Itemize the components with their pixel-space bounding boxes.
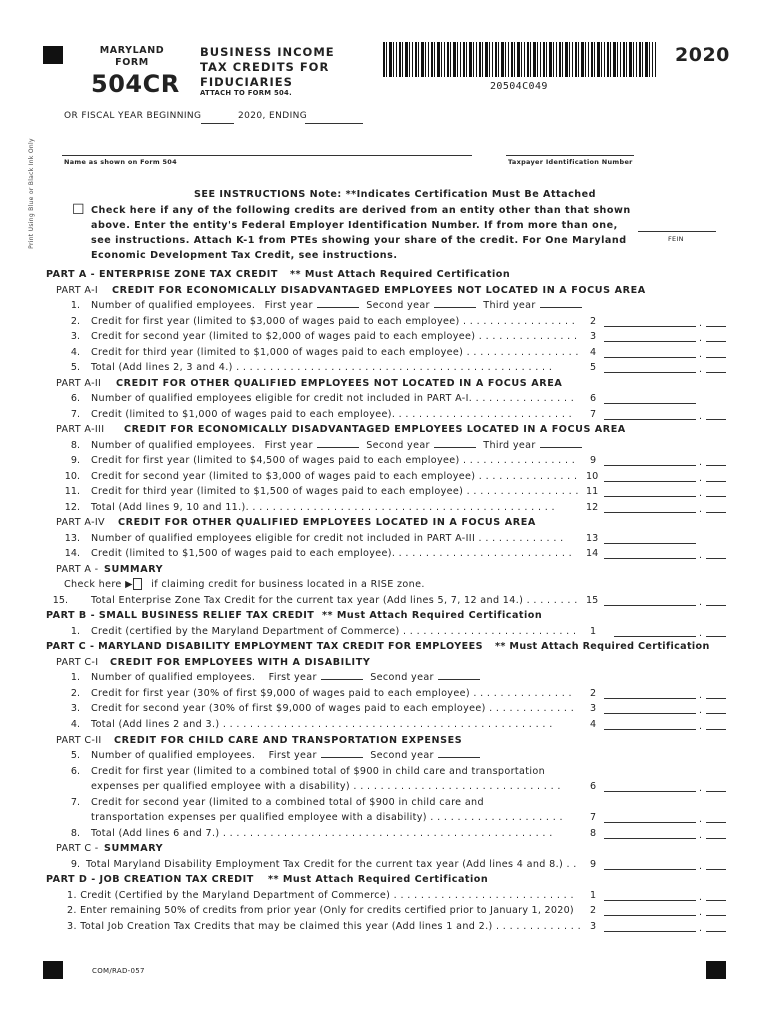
decimal: . bbox=[699, 473, 703, 484]
part-c-summary-header bbox=[0, 841, 770, 857]
decimal: . bbox=[699, 318, 703, 329]
part-c-i-header bbox=[0, 655, 770, 671]
c3-cents-field[interactable] bbox=[706, 713, 726, 714]
part-c-line-6b: expenses per qualified employee with a disability) . . . . . . . . . . . . . . . . . . . . . . . . . . . . . . . 6 . bbox=[0, 779, 770, 795]
part-a-summary-header bbox=[0, 562, 770, 578]
barcode bbox=[383, 42, 656, 77]
line-text: Credit for first year (limited to a combined total of $900 in child care and transportation bbox=[91, 766, 545, 777]
a2-amount-field[interactable] bbox=[604, 326, 696, 327]
part-a-ii-header bbox=[0, 376, 770, 392]
fiscal-ending-label: 2020, ENDING bbox=[238, 111, 308, 121]
part-c-line-7b: transportation expenses per qualified employee with a disability) . . . . . . . . . . . . . . . . . . . . 7 . bbox=[0, 810, 770, 826]
c1-first-year-field[interactable] bbox=[321, 670, 363, 680]
b1-cents-field[interactable] bbox=[706, 636, 726, 637]
a10-amount-field[interactable] bbox=[604, 481, 696, 482]
part-a-ii-title: CREDIT FOR OTHER QUALIFIED EMPLOYEES NOT LOCATED IN A FOCUS AREA bbox=[116, 378, 563, 389]
instructions-line-3: see instructions. Attach K-1 from PTEs showing your share of the credit. For One Maryland bbox=[91, 235, 627, 246]
line-text: Total (Add lines 2, 3 and 4.) . . . . . . . . . . . . . . . . . . . . . . . . . . . . . . . . . . . . . . . . . . . . . . . bbox=[91, 362, 553, 373]
c8-amount-field[interactable] bbox=[604, 838, 696, 839]
line-text: Credit for second year (limited to $2,000 of wages paid to each employee) . . . . . . . . . . . . . . . bbox=[91, 331, 578, 342]
a7-amount-field[interactable] bbox=[604, 419, 696, 420]
d1-amount-field[interactable] bbox=[604, 900, 696, 901]
d2-cents-field[interactable] bbox=[706, 915, 726, 916]
decimal: . bbox=[699, 333, 703, 344]
part-a-i-label: PART A-I bbox=[56, 285, 99, 296]
part-a-summary-title: SUMMARY bbox=[104, 564, 164, 575]
line-text: Credit (limited to $1,000 of wages paid to each employee). . . . . . . . . . . . . . . . . . . . . . . . . . . bbox=[91, 409, 573, 420]
a4-cents-field[interactable] bbox=[706, 357, 726, 358]
decimal: . bbox=[699, 690, 703, 701]
part-a-iv-title: CREDIT FOR OTHER QUALIFIED EMPLOYEES LOCATED IN A FOCUS AREA bbox=[118, 517, 536, 528]
part-a-line-13: 13. Number of qualified employees eligible for credit not included in PART A-III . . . . . . . . . . . . . 13 bbox=[0, 531, 770, 547]
c4-cents-field[interactable] bbox=[706, 729, 726, 730]
form-title-line-3: FIDUCIARIES bbox=[200, 75, 293, 89]
line-text: Credit for first year (limited to $3,000 of wages paid to each employee) . . . . . . . . . . . . . . . . . bbox=[91, 316, 576, 327]
line-text: Number of qualified employees eligible for credit not included in PART A-I. . . . . . . . . . . . . . . . bbox=[91, 393, 575, 404]
line-text: Credit (certified by the Maryland Department of Commerce) . . . . . . . . . . . . . . . . . . . . . . . . . . bbox=[91, 626, 577, 637]
part-a-iii-label: PART A-III bbox=[56, 424, 105, 435]
first-year-label: First year bbox=[268, 750, 317, 761]
a9-amount-field[interactable] bbox=[604, 465, 696, 466]
a1-second-year-field[interactable] bbox=[434, 298, 476, 308]
a15-amount-field[interactable] bbox=[604, 605, 696, 606]
line-text: Number of qualified employees. bbox=[91, 300, 256, 311]
part-c-ii-label: PART C-II bbox=[56, 735, 102, 746]
name-field[interactable] bbox=[62, 155, 472, 156]
decimal: . bbox=[699, 830, 703, 841]
part-a-line-14: 14. Credit (limited to $1,500 of wages paid to each employee). . . . . . . . . . . . . . . . . . . . . . . . . . . 14 . bbox=[0, 546, 770, 562]
part-a-line-6: 6. Number of qualified employees eligible for credit not included in PART A-I. . . . . . . . . . . . . . . . 6 bbox=[0, 391, 770, 407]
part-c-line-6a: 6. Credit for first year (limited to a combined total of $900 in child care and transportation bbox=[0, 764, 770, 780]
c9-amount-field[interactable] bbox=[604, 869, 696, 870]
entity-checkbox[interactable]: ☐ bbox=[72, 202, 85, 218]
d2-amount-field[interactable] bbox=[604, 915, 696, 916]
fiscal-end-field[interactable] bbox=[305, 123, 363, 124]
part-a-i-title: CREDIT FOR ECONOMICALLY DISADVANTAGED EMPLOYEES NOT LOCATED IN A FOCUS AREA bbox=[112, 285, 646, 296]
c5-first-year-field[interactable] bbox=[321, 748, 363, 758]
first-year-label: First year bbox=[264, 300, 313, 311]
rise-check-text: if claiming credit for business located in a RISE zone. bbox=[151, 579, 425, 590]
rise-zone-checkbox[interactable] bbox=[133, 578, 142, 590]
part-c-line-8: 8. Total (Add lines 6 and 7.) . . . . . . . . . . . . . . . . . . . . . . . . . . . . . . . . . . . . . . . . . . . . . . . . . 8 . bbox=[0, 826, 770, 842]
name-label: Name as shown on Form 504 bbox=[64, 158, 177, 166]
attach-note: ATTACH TO FORM 504. bbox=[200, 89, 292, 97]
rise-check-label: Check here bbox=[64, 579, 122, 590]
a3-amount-field[interactable] bbox=[604, 341, 696, 342]
d3-cents-field[interactable] bbox=[706, 931, 726, 932]
decimal: . bbox=[699, 861, 703, 872]
line-text: expenses per qualified employee with a disability) . . . . . . . . . . . . . . . . . . . . . . . . . . . . . . . bbox=[91, 781, 561, 792]
line-text: Credit for second year (limited to $3,000 of wages paid to each employee) . . . . . . . . . . . . . . . bbox=[91, 471, 578, 482]
a2-cents-field[interactable] bbox=[706, 326, 726, 327]
line-text: Credit for second year (limited to a combined total of $900 in child care and bbox=[91, 797, 484, 808]
part-a-iii-header bbox=[0, 422, 770, 438]
instructions-line-1: Check here if any of the following credits are derived from an entity other than that shown bbox=[91, 205, 631, 216]
part-d-line-3: 3. Total Job Creation Tax Credits that may be claimed this year (Add lines 1 and 2.) . . . . . . . . . . . . . 3 . bbox=[0, 919, 770, 935]
second-year-label: Second year bbox=[366, 440, 430, 451]
part-a-i-header bbox=[0, 283, 770, 299]
decimal: . bbox=[699, 488, 703, 499]
part-c-header bbox=[0, 639, 770, 655]
line-text: Number of qualified employees eligible for credit not included in PART A-III . . . . . . . . . . . . . bbox=[91, 533, 564, 544]
registration-mark-top-left bbox=[43, 46, 63, 64]
part-a-ii-label: PART A-II bbox=[56, 378, 102, 389]
a8-first-year-field[interactable] bbox=[317, 438, 359, 448]
a8-third-year-field[interactable] bbox=[540, 438, 582, 448]
a8-second-year-field[interactable] bbox=[434, 438, 476, 448]
c5-second-year-field[interactable] bbox=[438, 748, 480, 758]
line-text: Credit for first year (limited to $4,500 of wages paid to each employee) . . . . . . . . . . . . . . . . . bbox=[91, 455, 576, 466]
form-title-line-1: BUSINESS INCOME bbox=[200, 45, 335, 59]
form-number: 504CR bbox=[91, 70, 180, 98]
decimal: . bbox=[699, 814, 703, 825]
part-a-line-9: 9. Credit for first year (limited to $4,500 of wages paid to each employee) . . . . . . . . . . . . . . . . . 9 . bbox=[0, 453, 770, 469]
line-text: Total Maryland Disability Employment Tax Credit for the current tax year (Add lines 4 and 8.) . . bbox=[86, 859, 577, 870]
a11-amount-field[interactable] bbox=[604, 496, 696, 497]
decimal: . bbox=[699, 457, 703, 468]
decimal: . bbox=[699, 597, 703, 608]
line-text: transportation expenses per qualified employee with a disability) . . . . . . . . . . . . . . . . . . . . bbox=[91, 812, 563, 823]
first-year-label: First year bbox=[264, 440, 313, 451]
a7-cents-field[interactable] bbox=[706, 419, 726, 420]
a5-cents-field[interactable] bbox=[706, 372, 726, 373]
c9-cents-field[interactable] bbox=[706, 869, 726, 870]
line-text: 1. Credit (Certified by the Maryland Department of Commerce) . . . . . . . . . . . . . . . . . . . . . . . . . . . bbox=[67, 890, 574, 901]
decimal: . bbox=[699, 550, 703, 561]
decimal: . bbox=[699, 349, 703, 360]
part-a-line-1: 1. Number of qualified employees. First year Second year Third year bbox=[0, 298, 770, 314]
a6-count-field[interactable] bbox=[604, 403, 696, 404]
decimal: . bbox=[699, 705, 703, 716]
a9-cents-field[interactable] bbox=[706, 465, 726, 466]
part-a-line-4: 4. Credit for third year (limited to $1,000 of wages paid to each employee) . . . . . . . . . . . . . . . . . 4 . bbox=[0, 345, 770, 361]
form-title-line-2: TAX CREDITS FOR bbox=[200, 60, 330, 74]
tax-year: 2020 bbox=[675, 44, 730, 66]
a4-amount-field[interactable] bbox=[604, 357, 696, 358]
a14-cents-field[interactable] bbox=[706, 558, 726, 559]
second-year-label: Second year bbox=[370, 672, 434, 683]
fiscal-year-label: OR FISCAL YEAR BEGINNING bbox=[64, 111, 202, 121]
part-c-line-1: 1. Number of qualified employees. First year Second year bbox=[0, 670, 770, 686]
part-a-line-12: 12. Total (Add lines 9, 10 and 11.). . . . . . . . . . . . . . . . . . . . . . . . . . . . . . . . . . . . . . . . . . . . . . 12 . bbox=[0, 500, 770, 516]
c2-cents-field[interactable] bbox=[706, 698, 726, 699]
part-a-line-7: 7. Credit (limited to $1,000 of wages paid to each employee). . . . . . . . . . . . . . . . . . . . . . . . . . . 7 . bbox=[0, 407, 770, 423]
a12-cents-field[interactable] bbox=[706, 512, 726, 513]
part-c-line-3: 3. Credit for second year (30% of first $9,000 of wages paid to each employee) . . . . . . . . . . . . . 3 . bbox=[0, 701, 770, 717]
line-text: Credit for third year (limited to $1,000 of wages paid to each employee) . . . . . . . . . . . . . . . . . bbox=[91, 347, 579, 358]
part-a-line-8: 8. Number of qualified employees. First year Second year Third year bbox=[0, 438, 770, 454]
part-a-header bbox=[0, 267, 770, 283]
line-text: Total Enterprise Zone Tax Credit for the current tax year (Add lines 5, 7, 12 and 14.) . . . . . . . . bbox=[91, 595, 578, 606]
part-c-line-5: 5. Number of qualified employees. First year Second year bbox=[0, 748, 770, 764]
part-c-line-9: 9. Total Maryland Disability Employment Tax Credit for the current tax year (Add lines 4 and 8.) . . 9 . bbox=[0, 857, 770, 873]
instructions-line-4: Economic Development Tax Credit, see instructions. bbox=[91, 250, 398, 261]
a13-count-field[interactable] bbox=[604, 543, 696, 544]
part-d-line-1: 1. Credit (Certified by the Maryland Department of Commerce) . . . . . . . . . . . . . . . . . . . . . . . . . . . 1 . bbox=[0, 888, 770, 904]
second-year-label: Second year bbox=[366, 300, 430, 311]
part-d-title: PART D - JOB CREATION TAX CREDIT bbox=[46, 874, 254, 885]
part-a-line-15: 15. Total Enterprise Zone Tax Credit for the current tax year (Add lines 5, 7, 12 and 14.) . . . . . . . . 15 . bbox=[0, 593, 770, 609]
part-c-line-4: 4. Total (Add lines 2 and 3.) . . . . . . . . . . . . . . . . . . . . . . . . . . . . . . . . . . . . . . . . . . . . . . . . . 4 . bbox=[0, 717, 770, 733]
registration-mark-bottom-left bbox=[43, 961, 63, 979]
line-text: Total (Add lines 6 and 7.) . . . . . . . . . . . . . . . . . . . . . . . . . . . . . . . . . . . . . . . . . . . . . . . . . bbox=[91, 828, 553, 839]
part-c-line-2: 2. Credit for first year (30% of first $9,000 of wages paid to each employee) . . . . . . . . . . . . . . . 2 . bbox=[0, 686, 770, 702]
decimal: . bbox=[699, 923, 703, 934]
part-c-i-title: CREDIT FOR EMPLOYEES WITH A DISABILITY bbox=[110, 657, 371, 668]
d1-cents-field[interactable] bbox=[706, 900, 726, 901]
a3-cents-field[interactable] bbox=[706, 341, 726, 342]
part-a-iv-header bbox=[0, 515, 770, 531]
c7-cents-field[interactable] bbox=[706, 822, 726, 823]
fein-label: FEIN bbox=[668, 235, 684, 243]
decimal: . bbox=[699, 892, 703, 903]
a1-third-year-field[interactable] bbox=[540, 298, 582, 308]
decimal: . bbox=[699, 504, 703, 515]
form-word: FORM bbox=[115, 57, 149, 68]
part-a-line-3: 3. Credit for second year (limited to $2,000 of wages paid to each employee) . . . . . . . . . . . . . . . 3 . bbox=[0, 329, 770, 345]
part-b-title: PART B - SMALL BUSINESS RELIEF TAX CREDIT bbox=[46, 610, 315, 621]
a10-cents-field[interactable] bbox=[706, 481, 726, 482]
part-b-header bbox=[0, 608, 770, 624]
fein-field[interactable] bbox=[638, 231, 716, 232]
c3-amount-field[interactable] bbox=[604, 713, 696, 714]
second-year-label: Second year bbox=[370, 750, 434, 761]
decimal: . bbox=[699, 364, 703, 375]
registration-mark-bottom-right bbox=[706, 961, 726, 979]
c2-amount-field[interactable] bbox=[604, 698, 696, 699]
rise-zone-row bbox=[0, 577, 770, 593]
line-text: Number of qualified employees. bbox=[91, 672, 256, 683]
part-b-line-1: 1. Credit (certified by the Maryland Department of Commerce) . . . . . . . . . . . . . . . . . . . . . . . . . . 1 . bbox=[0, 624, 770, 640]
part-a-title: PART A - ENTERPRISE ZONE TAX CREDIT bbox=[46, 269, 278, 280]
line-text: 3. Total Job Creation Tax Credits that may be claimed this year (Add lines 1 and 2.) . . . . . . . . . . . . . bbox=[67, 921, 581, 932]
a12-amount-field[interactable] bbox=[604, 512, 696, 513]
decimal: . bbox=[699, 907, 703, 918]
part-a-line-2: 2. Credit for first year (limited to $3,000 of wages paid to each employee) . . . . . . . . . . . . . . . . . 2 . bbox=[0, 314, 770, 330]
part-a-line-11: 11. Credit for third year (limited to $1,500 of wages paid to each employee) . . . . . . . . . . . . . . . . . 11 . bbox=[0, 484, 770, 500]
c4-amount-field[interactable] bbox=[604, 729, 696, 730]
decimal: . bbox=[699, 411, 703, 422]
line-text: Total (Add lines 2 and 3.) . . . . . . . . . . . . . . . . . . . . . . . . . . . . . . . . . . . . . . . . . . . . . . . . . bbox=[91, 719, 553, 730]
part-c-ii-header bbox=[0, 733, 770, 749]
decimal: . bbox=[699, 628, 703, 639]
c8-cents-field[interactable] bbox=[706, 838, 726, 839]
d3-amount-field[interactable] bbox=[604, 931, 696, 932]
instructions-line-2: above. Enter the entity's Federal Employer Identification Number. If from more than one, bbox=[91, 220, 618, 231]
part-c-summary-title: SUMMARY bbox=[104, 843, 164, 854]
a14-amount-field[interactable] bbox=[604, 558, 696, 559]
fiscal-begin-field[interactable] bbox=[201, 123, 234, 124]
arrow-right-icon: ▶ bbox=[125, 579, 133, 590]
part-a-iv-label: PART A-IV bbox=[56, 517, 105, 528]
part-d-line-2: 2. Enter remaining 50% of credits from prior year (Only for credits certified prior to January 1, 2020) 2 . bbox=[0, 903, 770, 919]
ink-instruction: Print Using Blue or Black Ink Only bbox=[27, 138, 35, 249]
line-text: Credit for first year (30% of first $9,000 of wages paid to each employee) . . . . . . . . . . . . . . . bbox=[91, 688, 572, 699]
part-b-note: ** Must Attach Required Certification bbox=[322, 610, 543, 621]
form-code: COM/RAD-057 bbox=[92, 967, 145, 975]
part-d-note: ** Must Attach Required Certification bbox=[268, 874, 489, 885]
c6-amount-field[interactable] bbox=[604, 791, 696, 792]
a11-cents-field[interactable] bbox=[706, 496, 726, 497]
part-c-i-label: PART C-I bbox=[56, 657, 99, 668]
line-text: Number of qualified employees. bbox=[91, 440, 256, 451]
a1-first-year-field[interactable] bbox=[317, 298, 359, 308]
part-c-summary-label: PART C - bbox=[56, 843, 99, 854]
c1-second-year-field[interactable] bbox=[438, 670, 480, 680]
b1-amount-field[interactable] bbox=[614, 636, 696, 637]
decimal: . bbox=[699, 783, 703, 794]
part-c-line-7a: 7. Credit for second year (limited to a combined total of $900 in child care and bbox=[0, 795, 770, 811]
c7-amount-field[interactable] bbox=[604, 822, 696, 823]
first-year-label: First year bbox=[268, 672, 317, 683]
third-year-label: Third year bbox=[483, 440, 536, 451]
part-a-iii-title: CREDIT FOR ECONOMICALLY DISADVANTAGED EMPLOYEES LOCATED IN A FOCUS AREA bbox=[124, 424, 626, 435]
tin-field[interactable] bbox=[506, 155, 634, 156]
state-label: MARYLAND bbox=[99, 45, 165, 56]
tin-label: Taxpayer Identification Number bbox=[508, 158, 633, 166]
decimal: . bbox=[699, 721, 703, 732]
part-c-title: PART C - MARYLAND DISABILITY EMPLOYMENT TAX CREDIT FOR EMPLOYEES bbox=[46, 641, 483, 652]
line-text: Credit for third year (limited to $1,500 of wages paid to each employee) . . . . . . . . . . . . . . . . . bbox=[91, 486, 579, 497]
third-year-label: Third year bbox=[483, 300, 536, 311]
c6-cents-field[interactable] bbox=[706, 791, 726, 792]
part-c-ii-title: CREDIT FOR CHILD CARE AND TRANSPORTATION EXPENSES bbox=[114, 735, 463, 746]
a5-amount-field[interactable] bbox=[604, 372, 696, 373]
part-a-line-5: 5. Total (Add lines 2, 3 and 4.) . . . . . . . . . . . . . . . . . . . . . . . . . . . . . . . . . . . . . . . . . . . . . . . 5 . bbox=[0, 360, 770, 376]
line-text: Number of qualified employees. bbox=[91, 750, 256, 761]
part-c-note: ** Must Attach Required Certification bbox=[495, 641, 710, 652]
line-text: Credit (limited to $1,500 of wages paid to each employee). . . . . . . . . . . . . . . . . . . . . . . . . . . bbox=[91, 548, 573, 559]
a15-cents-field[interactable] bbox=[706, 605, 726, 606]
part-a-line-10: 10. Credit for second year (limited to $3,000 of wages paid to each employee) . . . . . . . . . . . . . . . 10 . bbox=[0, 469, 770, 485]
line-text: Total (Add lines 9, 10 and 11.). . . . . . . . . . . . . . . . . . . . . . . . . . . . . . . . . . . . . . . . . . . . . . bbox=[91, 502, 555, 513]
line-text: Credit for second year (30% of first $9,000 of wages paid to each employee) . . . . . . . . . . . . . bbox=[91, 703, 575, 714]
part-a-note: ** Must Attach Required Certification bbox=[290, 269, 511, 280]
line-text: 2. Enter remaining 50% of credits from prior year (Only for credits certified prior to January 1, 2020) bbox=[67, 905, 574, 916]
instructions-heading: SEE INSTRUCTIONS Note: **Indicates Certification Must Be Attached bbox=[194, 189, 597, 200]
barcode-number: 20504C049 bbox=[490, 81, 548, 92]
part-a-summary-label: PART A - bbox=[56, 564, 99, 575]
part-d-header bbox=[0, 872, 770, 888]
